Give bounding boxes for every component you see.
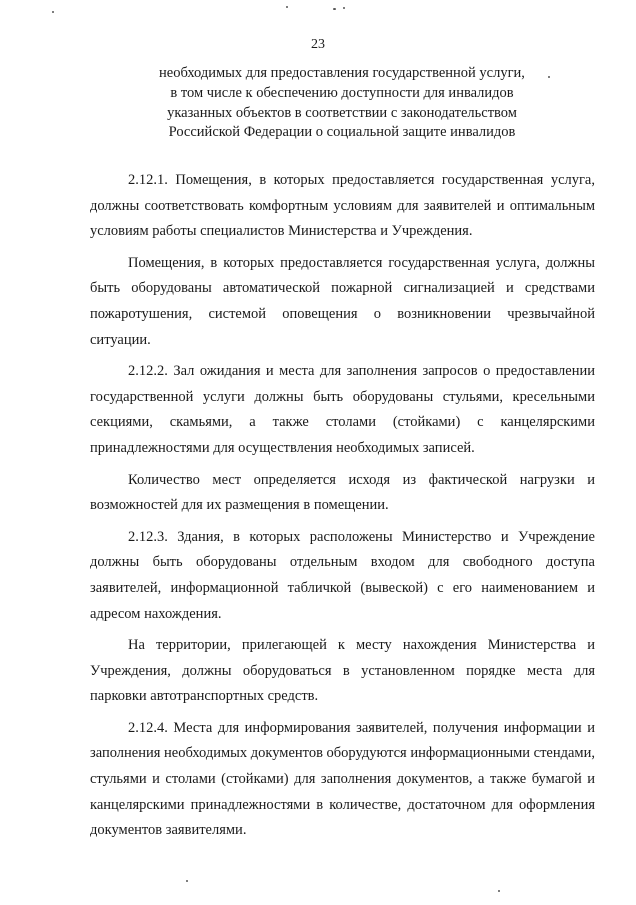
page-number: 23 [311, 37, 325, 52]
scan-speck [498, 890, 500, 892]
scan-speck [343, 7, 345, 9]
scan-speck [52, 11, 54, 13]
paragraph-2-12-2: 2.12.2. Зал ожидания и места для заполнения запросов о предоставлении государственной услуги должны быть оборудованы стульями, кресельными секциями, скамьями, а также столами (стойками) с канцелярскими принадлежностями для осуществления необходимых записей. [90, 363, 595, 456]
paragraph-seat-count: Количество мест определяется исходя из фактической нагрузки и возможностей для их размещения в помещении. [90, 471, 595, 514]
heading-line: указанных объектов в соответствии с законодательством [167, 104, 517, 121]
paragraph-2-12-1: 2.12.1. Помещения, в которых предоставляется государственная услуга, должны соответствовать комфортным условиям для заявителей и оптимальным условиям работы специалистов Министерства и Учреждения. [90, 172, 595, 240]
heading-line: необходимых для предоставления государственной услуги, [159, 65, 525, 81]
paragraph-2-12-4: 2.12.4. Места для информирования заявителей, получения информации и заполнения необходимых документов оборудуются информационными стендами, стульями и столами (стойками) для заполнения документов, а также бумагой и канцелярскими принадлежностями в количестве, достаточном для оформления документов заявителями. [90, 719, 595, 839]
scan-speck [186, 880, 188, 882]
section-heading [90, 64, 594, 143]
heading-line: Российской Федерации о социальной защите инвалидов [168, 124, 516, 141]
scan-speck [333, 8, 336, 10]
heading-line: в том числе к обеспечению доступности для инвалидов [170, 84, 514, 101]
document-body [90, 168, 595, 850]
paragraph-fire-safety: Помещения, в которых предоставляется государственная услуга, должны быть оборудованы автоматической пожарной сигнализацией и средствами пожаротушения, системой оповещения о возникновении чрезвычайной ситуации. [90, 254, 595, 348]
paragraph-2-12-3: 2.12.3. Здания, в которых расположены Министерство и Учреждение должны быть оборудованы отдельным входом для свободного доступа заявителей, информационной табличкой (вывеской) с его наименованием и адресом нахождения. [90, 528, 595, 622]
paragraph-parking: На территории, прилегающей к месту нахождения Министерства и Учреждения, должны оборудоваться в установленном порядке места для парковки автотранспортных средств. [90, 637, 595, 705]
scan-speck [286, 6, 288, 8]
